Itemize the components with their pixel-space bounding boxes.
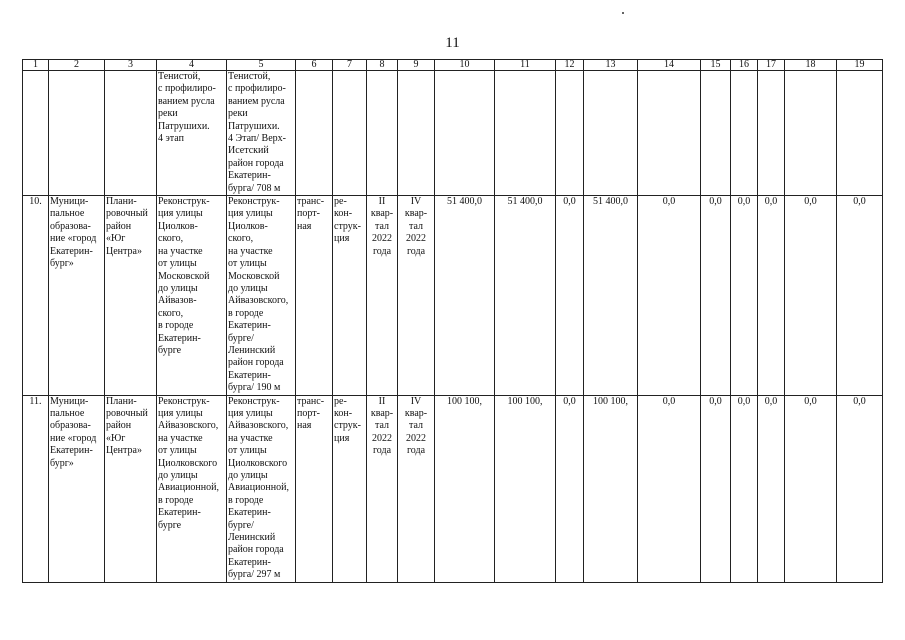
column-header: 8 [367, 60, 398, 71]
cell-value: 0,0 [638, 196, 701, 396]
header-row [23, 60, 883, 71]
cell-project-name: Реконструк- ция улицы Циолков- ского, на участке от улицы Московской до улицы Айвазов- ского, в городе Екатерин- бурге [157, 196, 227, 396]
cell-end: IV квар- тал 2022 года [398, 395, 435, 582]
data-table [22, 59, 883, 583]
cell-value [758, 71, 785, 196]
cell-value: 100 100, [435, 395, 495, 582]
cell-municipality: Муници- пальное образова- ние «город Екатерин- бург» [49, 395, 105, 582]
cell-value: 51 400,0 [435, 196, 495, 396]
cell-start [367, 71, 398, 196]
page-number: 11 [445, 35, 460, 51]
scan-speck [622, 12, 624, 14]
cell-project-details: Реконструк- ция улицы Циолков- ского, на участке от улицы Московской до улицы Айвазовского, в городе Екатерин- бурге/ Ленинский район города Екатерин- бурга/ 190 м [227, 196, 296, 396]
cell-value: 0,0 [556, 196, 584, 396]
cell-value [435, 71, 495, 196]
column-header: 4 [157, 60, 227, 71]
column-header: 1 [23, 60, 49, 71]
cell-value [731, 71, 758, 196]
column-header: 5 [227, 60, 296, 71]
cell-project-details: Тенистой, с профилиро- ванием русла реки Патрушихи. 4 Этап/ Верх- Исетский район города Екатерин- бурга/ 708 м [227, 71, 296, 196]
cell-value: 0,0 [701, 196, 731, 396]
column-header: 16 [731, 60, 758, 71]
column-header: 10 [435, 60, 495, 71]
cell-value: 0,0 [758, 196, 785, 396]
cell-start: II квар- тал 2022 года [367, 196, 398, 396]
column-header: 17 [758, 60, 785, 71]
cell-value: 100 100, [495, 395, 556, 582]
column-header: 2 [49, 60, 105, 71]
cell-number: 10. [23, 196, 49, 396]
cell-end: IV квар- тал 2022 года [398, 196, 435, 396]
cell-value [638, 71, 701, 196]
cell-project-name: Тенистой, с профилиро- ванием русла реки Патрушихи. 4 этап [157, 71, 227, 196]
cell-value: 51 400,0 [584, 196, 638, 396]
table-row [23, 196, 883, 396]
cell-project-name: Реконструк- ция улицы Айвазовского, на участке от улицы Циолковского до улицы Авиационной, в городе Екатерин- бурге [157, 395, 227, 582]
column-header: 3 [105, 60, 157, 71]
cell-value: 0,0 [638, 395, 701, 582]
cell-district: Плани- ровочный район «Юг Центра» [105, 196, 157, 396]
cell-type: транс- порт- ная [296, 395, 333, 582]
cell-value: 0,0 [785, 395, 837, 582]
cell-value [556, 71, 584, 196]
cell-value [837, 71, 883, 196]
column-header: 19 [837, 60, 883, 71]
cell-work-kind: ре- кон- струк- ция [333, 395, 367, 582]
table-row [23, 395, 883, 582]
cell-value [495, 71, 556, 196]
cell-value [584, 71, 638, 196]
cell-number: 11. [23, 395, 49, 582]
column-header: 6 [296, 60, 333, 71]
column-header: 12 [556, 60, 584, 71]
cell-value [785, 71, 837, 196]
cell-type: транс- порт- ная [296, 196, 333, 396]
cell-municipality: Муници- пальное образова- ние «город Екатерин- бург» [49, 196, 105, 396]
cell-value: 100 100, [584, 395, 638, 582]
cell-project-details: Реконструк- ция улицы Айвазовского, на участке от улицы Циолковского до улицы Авиационной, в городе Екатерин- бурге/ Ленинский район города Екатерин- бурга/ 297 м [227, 395, 296, 582]
column-header: 18 [785, 60, 837, 71]
cell-value: 0,0 [731, 395, 758, 582]
cell-value: 51 400,0 [495, 196, 556, 396]
cell-work-kind [333, 71, 367, 196]
column-header: 15 [701, 60, 731, 71]
cell-value: 0,0 [556, 395, 584, 582]
cell-start: II квар- тал 2022 года [367, 395, 398, 582]
column-header: 9 [398, 60, 435, 71]
cell-value: 0,0 [731, 196, 758, 396]
table-row [23, 71, 883, 196]
column-header: 14 [638, 60, 701, 71]
cell-value: 0,0 [701, 395, 731, 582]
cell-end [398, 71, 435, 196]
cell-district [105, 71, 157, 196]
column-header: 11 [495, 60, 556, 71]
cell-value [701, 71, 731, 196]
cell-value: 0,0 [837, 395, 883, 582]
cell-value: 0,0 [837, 196, 883, 396]
column-header: 13 [584, 60, 638, 71]
column-header: 7 [333, 60, 367, 71]
cell-value: 0,0 [785, 196, 837, 396]
cell-number [23, 71, 49, 196]
cell-district: Плани- ровочный район «Юг Центра» [105, 395, 157, 582]
cell-work-kind: ре- кон- струк- ция [333, 196, 367, 396]
cell-municipality [49, 71, 105, 196]
cell-type [296, 71, 333, 196]
cell-value: 0,0 [758, 395, 785, 582]
